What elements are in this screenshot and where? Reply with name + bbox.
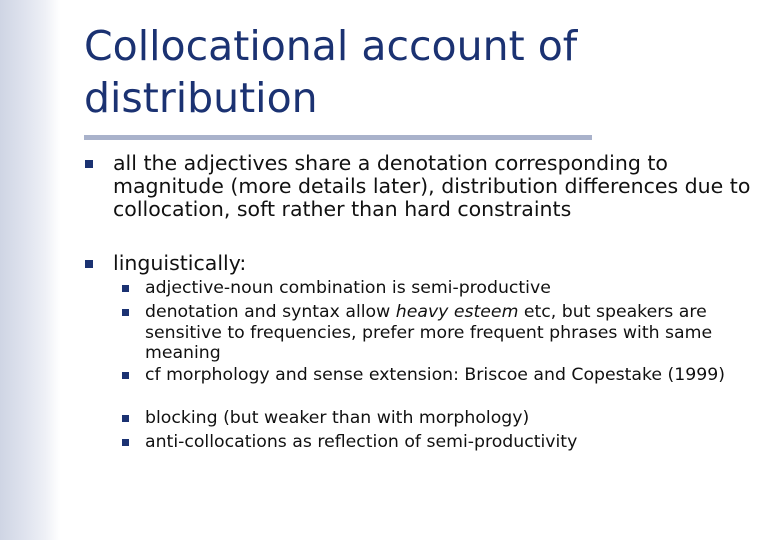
example-phrase: heavy esteem bbox=[395, 302, 519, 322]
sub-bullet-item-1: adjective-noun combination is semi-productive bbox=[145, 278, 551, 298]
square-bullet-icon bbox=[122, 415, 129, 422]
bullet-item-2: linguistically: bbox=[113, 251, 247, 275]
square-bullet-icon bbox=[85, 260, 93, 268]
square-bullet-icon bbox=[122, 372, 129, 379]
left-gradient-band bbox=[0, 0, 60, 540]
sub-bullet-text: etc, but speakers are sensitive to frequencies, prefer more frequent phrases with same meaning bbox=[145, 302, 713, 363]
square-bullet-icon bbox=[122, 439, 129, 446]
bullet-item-1: all the adjectives share a denotation corresponding to magnitude (more details later), distribution differences due to collocation, soft rather than hard constraints bbox=[113, 151, 751, 221]
title-underline-rule bbox=[84, 135, 592, 140]
sub-bullet-item-3: cf morphology and sense extension: Briscoe and Copestake (1999) bbox=[145, 365, 725, 385]
sub-bullet-item-2 bbox=[145, 302, 775, 364]
slide-title: Collocational account of distribution bbox=[84, 22, 578, 122]
sub-bullet-text: denotation and syntax allow bbox=[145, 302, 396, 322]
square-bullet-icon bbox=[122, 285, 129, 292]
sub-bullet-item-5: anti-collocations as reflection of semi-productivity bbox=[145, 432, 578, 452]
square-bullet-icon bbox=[85, 160, 93, 168]
square-bullet-icon bbox=[122, 309, 129, 316]
sub-bullet-item-4: blocking (but weaker than with morphology) bbox=[145, 408, 530, 428]
